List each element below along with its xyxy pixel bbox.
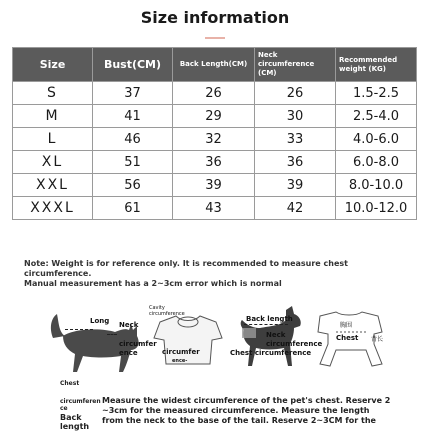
size-cell: XXL — [13, 174, 93, 197]
measure-line-1: Measure the widest circumference of the pet's chest. Reserve 2 — [102, 396, 391, 405]
header-weight: Recommended weight (KG) — [336, 48, 417, 82]
cavity-circ-label: circumference — [149, 311, 185, 317]
page-title: Size information — [140, 8, 290, 27]
size-cell: M — [13, 105, 93, 128]
table-row — [13, 151, 417, 174]
value-cell: 8.0-10.0 — [336, 174, 417, 197]
measure-back-label: Back — [60, 413, 82, 422]
table-header-row — [13, 48, 417, 82]
value-cell: 6.0-8.0 — [336, 151, 417, 174]
value-cell: 33 — [255, 128, 336, 151]
measure-chest-label: Chest — [60, 380, 80, 387]
value-cell: 43 — [173, 197, 255, 220]
neck-line — [107, 334, 117, 335]
value-cell: 39 — [255, 174, 336, 197]
circumference-label-1a: circumfer — [119, 340, 157, 348]
table-row — [13, 82, 417, 105]
value-cell: 51 — [93, 151, 173, 174]
back-length-label: Back length — [246, 315, 293, 323]
value-cell: 61 — [93, 197, 173, 220]
header-neck: Neck circumference (CM) — [255, 48, 336, 82]
neck-circ-label-3: circumference — [266, 340, 323, 348]
size-cell: XXXL — [13, 197, 93, 220]
value-cell: 29 — [173, 105, 255, 128]
shirt-circ-label-1: circumfer — [162, 348, 200, 356]
table-row — [13, 128, 417, 151]
weight-note — [24, 259, 414, 289]
header-size: Size — [13, 48, 93, 82]
value-cell: 1.5-2.5 — [336, 82, 417, 105]
measurement-diagrams — [0, 298, 430, 378]
measure-chest-circ-label: circumferen — [60, 398, 101, 405]
value-cell: 46 — [93, 128, 173, 151]
clothing-top-mark: 胸围 — [340, 322, 353, 329]
back-length-line — [244, 324, 288, 325]
shirt-circ-label-2: ence- — [172, 358, 188, 364]
note-line-2: Manual measurement has a 2~3cm error which is normal — [24, 279, 282, 288]
value-cell: 30 — [255, 105, 336, 128]
value-cell: 56 — [93, 174, 173, 197]
circumference-label-1b: ence — [119, 349, 138, 357]
value-cell: 4.0-6.0 — [336, 128, 417, 151]
value-cell: 42 — [255, 197, 336, 220]
size-cell: XL — [13, 151, 93, 174]
size-cell: L — [13, 128, 93, 151]
table-row — [13, 174, 417, 197]
value-cell: 36 — [173, 151, 255, 174]
long-line — [65, 329, 93, 330]
measure-length-label: length — [60, 422, 90, 431]
value-cell: 32 — [173, 128, 255, 151]
shirt-outline — [148, 312, 228, 372]
value-cell: 36 — [255, 151, 336, 174]
neck-label-1: Neck — [119, 321, 139, 329]
note-line-1: Note: Weight is for reference only. It is recommended to measure chest circumference. — [24, 259, 348, 278]
measure-instructions — [102, 396, 422, 426]
cavity-label: Cavity — [149, 305, 165, 311]
chest-circ-label-3: Chest circumference — [230, 349, 312, 357]
measure-line-2: ~3cm for the measured circumference. Measure the length — [102, 406, 370, 415]
chest-label-1: Chest — [91, 359, 107, 365]
clothing-side-mark: 背长 — [371, 336, 384, 343]
size-table — [12, 47, 417, 220]
size-cell: S — [13, 82, 93, 105]
table-row — [13, 197, 417, 220]
long-label: Long — [90, 317, 110, 325]
value-cell: 10.0-12.0 — [336, 197, 417, 220]
value-cell: 26 — [255, 82, 336, 105]
value-cell: 37 — [93, 82, 173, 105]
clothing-chest-label: Chest — [336, 334, 359, 342]
neck-label-3: Neck — [266, 331, 286, 339]
value-cell: 39 — [173, 174, 255, 197]
header-bust: Bust(CM) — [93, 48, 173, 82]
title-underline — [205, 37, 225, 39]
value-cell: 26 — [173, 82, 255, 105]
value-cell: 41 — [93, 105, 173, 128]
measure-chest-circ-label2: ce — [60, 405, 68, 412]
header-back-length: Back Length(CM) — [173, 48, 255, 82]
shirt-diagram — [148, 312, 228, 372]
measure-line-3: from the neck to the base of the tail. Reserve 2~3CM for the — [102, 416, 376, 425]
table-row — [13, 105, 417, 128]
value-cell: 2.5-4.0 — [336, 105, 417, 128]
